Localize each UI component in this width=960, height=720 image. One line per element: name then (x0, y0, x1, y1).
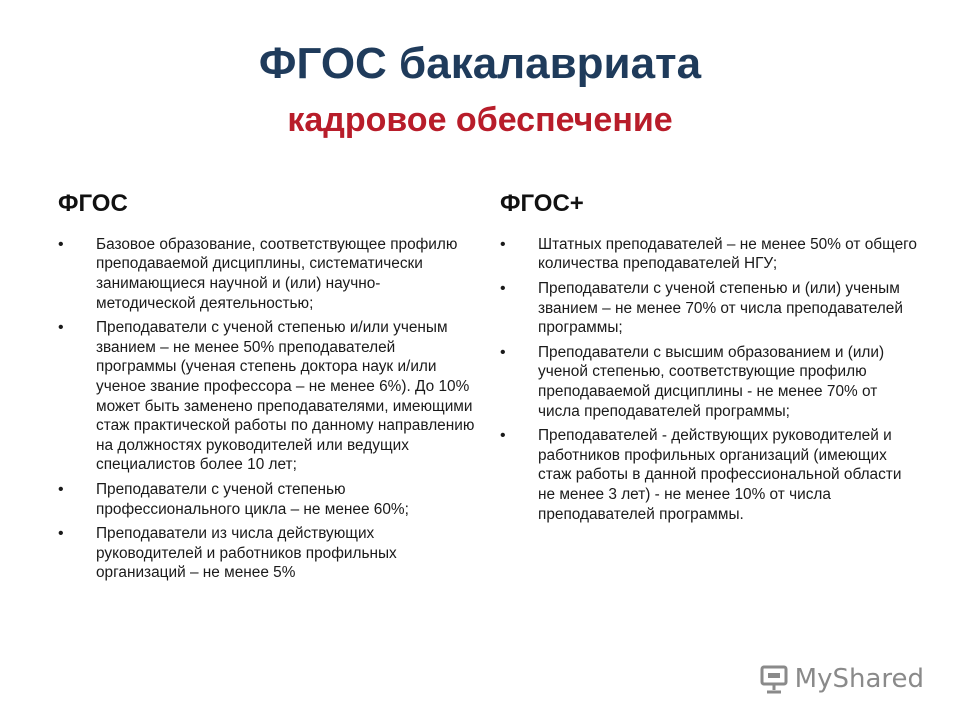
presentation-board-icon (759, 664, 789, 694)
bullet-icon: • (58, 525, 64, 543)
left-column (58, 190, 478, 588)
right-column (500, 190, 920, 529)
list-item (500, 235, 920, 274)
watermark-text: MyShared (794, 664, 924, 694)
bullet-icon: • (500, 343, 506, 361)
bullet-icon: • (58, 235, 64, 253)
bullet-icon: • (500, 279, 506, 297)
bullet-icon: • (58, 480, 64, 498)
left-column-heading: ФГОС (58, 190, 128, 217)
list-item-text: Базовое образование, соответствующее профилю преподаваемой дисциплины, систематически занимающиеся научной и (или) научно-методической деятельностью; (96, 235, 458, 312)
list-item-text: Преподаватели с ученой степенью и/или ученым званием – не менее 50% преподавателей программы (ученая степень доктора наук и/или ученое звание профессора – не менее 6%). До 10% может быть заменено преподавателями, имеющими стаж практической работы по данному направлению на должностях руководителей или ведущих специалистов более 10 лет; (96, 319, 475, 474)
list-item-text: Преподаватели с ученой степенью и (или) ученым званием – не менее 70% от числа преподавателей программы; (538, 279, 903, 337)
list-item-text: Преподаватели с ученой степенью профессионального цикла – не менее 60%; (96, 480, 409, 518)
slide-title: ФГОС бакалавриата (258, 39, 702, 88)
right-bullet-list (500, 235, 920, 524)
list-item-text: Преподаватели с высшим образованием и (или) ученой степенью, соответствующие профилю преподаваемой дисциплины - не менее 70% от числа преподавателей программы; (538, 343, 885, 420)
list-item (500, 426, 920, 524)
list-item (58, 235, 478, 313)
slide-subtitle: кадровое обеспечение (287, 101, 673, 139)
list-item (58, 318, 478, 475)
left-bullet-list (58, 235, 478, 583)
list-item-text: Преподавателей - действующих руководителей и работников профильных организаций (имеющих стаж работы в данной профессиональной области не менее 3 лет) - не менее 10% от числа преподавателей программы. (538, 427, 902, 523)
list-item (500, 343, 920, 421)
bullet-icon: • (500, 427, 506, 445)
bullet-icon: • (58, 319, 64, 337)
list-item-text: Штатных преподавателей – не менее 50% от общего количества преподавателей НГУ; (538, 235, 917, 273)
list-item (58, 480, 478, 519)
watermark-logo (759, 664, 924, 694)
right-column-heading: ФГОС+ (500, 190, 584, 217)
list-item (58, 524, 478, 583)
list-item-text: Преподаватели из числа действующих руководителей и работников профильных организаций – не менее 5% (96, 525, 397, 582)
list-item (500, 279, 920, 338)
bullet-icon: • (500, 235, 506, 253)
